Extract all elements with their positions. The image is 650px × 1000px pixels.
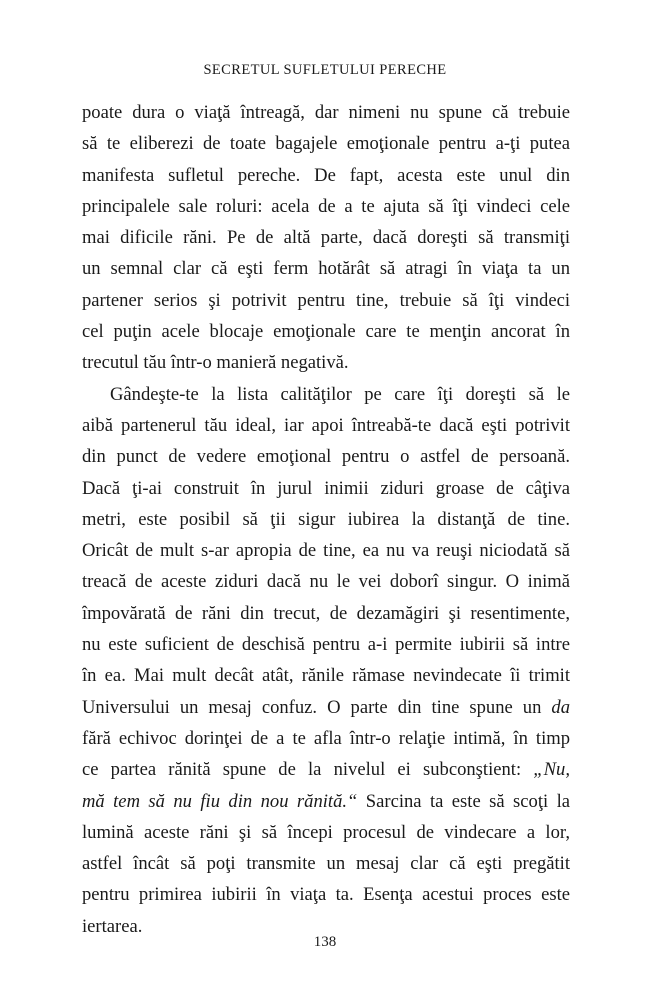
text-line: metri, este posibil să ţii sigur iubirea la distanţă de tine. bbox=[82, 508, 570, 530]
text-line: trecutul tău într-o manieră negativă. bbox=[82, 352, 349, 374]
text-line: manifesta sufletul pereche. De fapt, acesta este unul din bbox=[82, 164, 570, 186]
text-line: pentru primirea iubirii în viaţa ta. Esenţa acestui proces este bbox=[82, 884, 570, 906]
text-line: cel puţin acele blocaje emoţionale care te menţin ancorat în bbox=[82, 321, 570, 343]
text-line: Gândeşte-te la lista calităţilor pe care îţi doreşti să le bbox=[110, 383, 570, 405]
italic-quote-end: mă tem să nu fiu din nou rănită.“ bbox=[82, 790, 358, 812]
text-line: un semnal clar că eşti ferm hotărât să atragi în viaţa ta un bbox=[82, 258, 570, 280]
text-line: Oricât de mult s-ar apropia de tine, ea nu va reuşi niciodată să bbox=[82, 540, 570, 562]
text-line: fără echivoc dorinţei de a te afla într-o relaţie intimă, în timp bbox=[82, 727, 570, 749]
text-line: aibă partenerul tău ideal, iar apoi întreabă-te dacă eşti potrivit bbox=[82, 414, 570, 436]
italic-da: da bbox=[551, 696, 570, 718]
text-line: să te eliberezi de toate bagajele emoţionale pentru a-ţi putea bbox=[82, 133, 570, 155]
text-line: treacă de aceste ziduri dacă nu le vei doborî singur. O inimă bbox=[82, 571, 570, 593]
text-line bbox=[82, 692, 570, 723]
text-line: în ea. Mai mult decât atât, rănile rămase nevindecate îi trimit bbox=[82, 665, 570, 687]
page-number: 138 bbox=[313, 934, 337, 950]
running-header: SECRETUL SUFLETULUI PERECHE bbox=[203, 62, 447, 78]
text-line: partener serios şi potrivit pentru tine, trebuie să îţi vindeci bbox=[82, 289, 570, 311]
text-segment: Sarcina ta este să scoţi la bbox=[357, 790, 570, 812]
text-line: din punct de vedere emoţional pentru o astfel de persoană. bbox=[82, 446, 570, 468]
text-line: mai dificile răni. Pe de altă parte, dacă doreşti să transmiţi bbox=[82, 227, 570, 249]
text-line: nu este suficient de deschisă pentru a-i permite iubirii să intre bbox=[82, 634, 570, 656]
text-line: astfel încât să poţi transmite un mesaj clar că eşti pregătit bbox=[82, 853, 570, 875]
text-line bbox=[82, 754, 570, 785]
text-segment: ce partea rănită spune de la nivelul ei subconştient: bbox=[82, 759, 534, 781]
text-line: poate dura o viaţă întreagă, dar nimeni nu spune că trebuie bbox=[82, 102, 570, 123]
text-line: lumină aceste răni şi să începi procesul de vindecare a lor, bbox=[82, 821, 570, 843]
text-line: iertarea. bbox=[82, 915, 143, 937]
text-line: împovărată de răni din trecut, de dezamăgiri şi resentimente, bbox=[82, 602, 570, 624]
text-line: principalele sale roluri: acela de a te ajuta să îţi vindeci cele bbox=[82, 195, 570, 217]
italic-quote-start: „Nu, bbox=[533, 759, 570, 781]
text-line: Dacă ţi-ai construit în jurul inimii ziduri groase de câţiva bbox=[82, 477, 570, 499]
text-segment: Universului un mesaj confuz. O parte din tine spune un bbox=[82, 696, 552, 718]
body-text bbox=[82, 97, 570, 942]
text-line bbox=[82, 786, 570, 817]
